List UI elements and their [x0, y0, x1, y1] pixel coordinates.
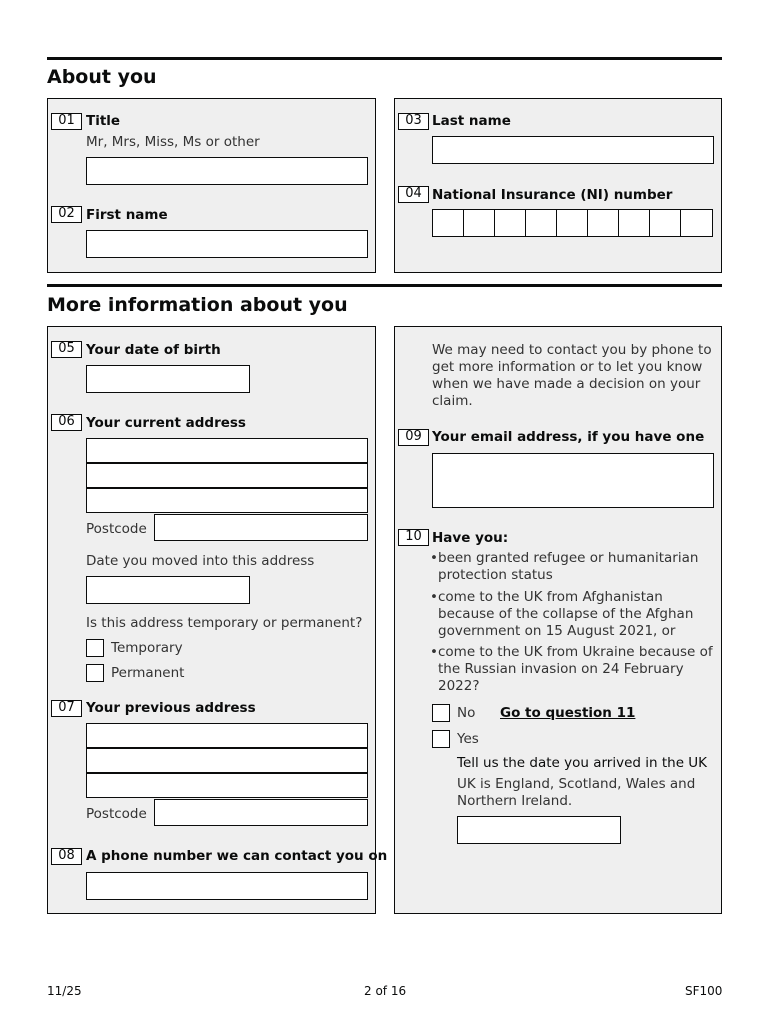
- section-heading-more-info: More information about you: [47, 294, 348, 316]
- permanent-label: Permanent: [111, 665, 185, 681]
- question-number: 05: [51, 341, 82, 358]
- go-to-question-11-link[interactable]: Go to question 11: [500, 705, 636, 721]
- previous-postcode-input[interactable]: [154, 799, 368, 826]
- question-label-previous-address: Your previous address: [86, 700, 256, 716]
- previous-address-line-2[interactable]: [86, 748, 368, 773]
- first-name-input[interactable]: [86, 230, 368, 258]
- current-address-line-3[interactable]: [86, 488, 368, 513]
- yes-label: Yes: [457, 731, 479, 747]
- question-label-email: Your email address, if you have one: [432, 429, 705, 445]
- arrived-date-label: Tell us the date you arrived in the UK: [457, 755, 708, 771]
- title-hint: Mr, Mrs, Miss, Ms or other: [86, 134, 260, 150]
- moved-date-label: Date you moved into this address: [86, 553, 315, 569]
- question-label-have-you: Have you:: [432, 530, 509, 546]
- panel-more-left: [47, 326, 388, 914]
- arrived-date-input[interactable]: [457, 816, 621, 844]
- question-label-first-name: First name: [86, 207, 168, 223]
- footer-date-code: 11/25: [47, 984, 82, 998]
- bullet-item: • come to the UK from Afghanistan because of the collapse of the Afghan government on 15 August 2021, or: [430, 589, 720, 640]
- ni-character-box[interactable]: [526, 210, 557, 236]
- ni-character-box[interactable]: [650, 210, 681, 236]
- bullet-text: come to the UK from Ukraine because of the Russian invasion on 24 February 2022?: [438, 644, 713, 694]
- temporary-checkbox[interactable]: [86, 639, 104, 657]
- moved-date-input[interactable]: [86, 576, 250, 604]
- previous-address-line-1[interactable]: [86, 723, 368, 748]
- question-number: 08: [51, 848, 82, 865]
- current-address-line-2[interactable]: [86, 463, 368, 488]
- bullet-item: • come to the UK from Ukraine because of the Russian invasion on 24 February 2022?: [430, 644, 720, 695]
- question-number: 01: [51, 113, 82, 130]
- no-label: No: [457, 705, 476, 721]
- ni-character-box[interactable]: [495, 210, 526, 236]
- question-label-dob: Your date of birth: [86, 342, 221, 358]
- section-rule: [47, 57, 722, 60]
- bullet-text: been granted refugee or humanitarian protection status: [438, 550, 699, 583]
- section-heading-about-you: About you: [47, 66, 157, 88]
- current-address-line-1[interactable]: [86, 438, 368, 463]
- email-input[interactable]: [432, 453, 714, 508]
- question-number: 10: [398, 529, 429, 546]
- contact-note: We may need to contact you by phone to get more information or to let you know when we have made a decision on your claim.: [432, 342, 712, 409]
- ni-character-box[interactable]: [557, 210, 588, 236]
- bullet-item: • been granted refugee or humanitarian protection status: [430, 550, 720, 584]
- question-label-title: Title: [86, 113, 121, 129]
- section-rule: [47, 284, 722, 287]
- temp-or-permanent-question: Is this address temporary or permanent?: [86, 615, 363, 631]
- panel-about-right: [394, 98, 722, 273]
- arrived-date-hint: UK is England, Scotland, Wales and Northern Ireland.: [457, 776, 696, 809]
- footer-form-code: SF100: [685, 984, 723, 998]
- no-checkbox[interactable]: [432, 704, 450, 722]
- question-label-current-address: Your current address: [86, 415, 246, 431]
- panel-about-left: [47, 98, 376, 273]
- footer-page-number: 2 of 16: [364, 984, 407, 998]
- ni-character-box[interactable]: [433, 210, 464, 236]
- question-number: 03: [398, 113, 429, 130]
- question-number: 04: [398, 186, 429, 203]
- permanent-checkbox[interactable]: [86, 664, 104, 682]
- postcode-label: Postcode: [86, 806, 147, 822]
- previous-address-line-3[interactable]: [86, 773, 368, 798]
- question-label-phone: A phone number we can contact you on: [86, 848, 388, 864]
- current-postcode-input[interactable]: [154, 514, 368, 541]
- title-input[interactable]: [86, 157, 368, 185]
- phone-input[interactable]: [86, 872, 368, 900]
- ni-character-box[interactable]: [588, 210, 619, 236]
- yes-checkbox[interactable]: [432, 730, 450, 748]
- question-label-ni-number: National Insurance (NI) number: [432, 187, 673, 203]
- ni-character-box[interactable]: [619, 210, 650, 236]
- ni-character-box[interactable]: [464, 210, 495, 236]
- date-of-birth-input[interactable]: [86, 365, 250, 393]
- ni-number-input[interactable]: [432, 209, 713, 237]
- panel-more-right: [394, 326, 722, 914]
- question-label-last-name: Last name: [432, 113, 511, 129]
- bullet-text: come to the UK from Afghanistan because of the collapse of the Afghan government on 15 August 2021, or: [438, 589, 694, 639]
- question-number: 07: [51, 700, 82, 717]
- last-name-input[interactable]: [432, 136, 714, 164]
- postcode-label: Postcode: [86, 521, 147, 537]
- question-number: 06: [51, 414, 82, 431]
- temporary-label: Temporary: [111, 640, 183, 656]
- question-number: 02: [51, 206, 82, 223]
- question-number: 09: [398, 429, 429, 446]
